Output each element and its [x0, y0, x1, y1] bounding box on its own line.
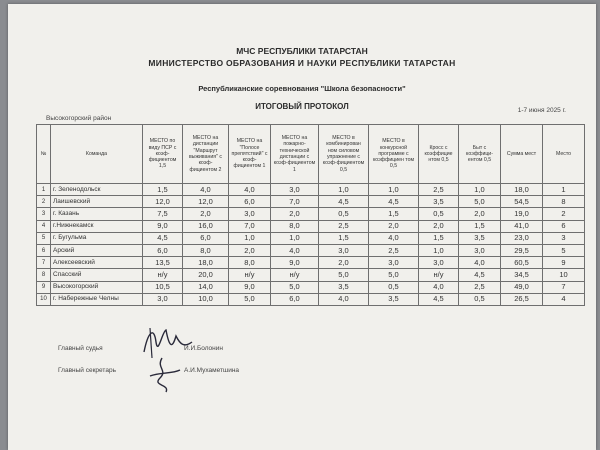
score-sum: 41,0 [501, 220, 543, 232]
chief-judge-name: И.И.Болонин [184, 345, 223, 352]
score-fire-distance: 1,0 [271, 232, 319, 244]
row-number: 6 [37, 244, 51, 256]
score-sum: 19,0 [501, 208, 543, 220]
row-number: 9 [37, 281, 51, 293]
chief-secretary-label: Главный секретарь [58, 367, 116, 374]
table-row [37, 196, 585, 208]
score-psr: 12,0 [143, 196, 183, 208]
score-strength-exercise: 3,5 [319, 281, 369, 293]
final-place: 1 [543, 184, 585, 196]
score-survival-route: 20,0 [183, 269, 229, 281]
score-survival-route: 2,0 [183, 208, 229, 220]
score-strength-exercise: 2,5 [319, 220, 369, 232]
final-place: 9 [543, 257, 585, 269]
score-strength-exercise: 1,5 [319, 232, 369, 244]
score-cross: 2,5 [419, 184, 459, 196]
col-header-sum: Сумма мест [501, 125, 543, 184]
table-row [37, 281, 585, 293]
score-obstacle-course: 9,0 [229, 281, 271, 293]
score-survival-route: 4,0 [183, 184, 229, 196]
protocol-sheet [8, 4, 596, 450]
score-camp-life: 2,0 [459, 208, 501, 220]
results-table [36, 124, 585, 306]
final-place: 3 [543, 232, 585, 244]
row-number: 5 [37, 232, 51, 244]
score-psr: 4,5 [143, 232, 183, 244]
score-strength-exercise: 4,5 [319, 196, 369, 208]
row-number: 8 [37, 269, 51, 281]
score-strength-exercise: 0,5 [319, 208, 369, 220]
score-sum: 60,5 [501, 257, 543, 269]
ministry-header-1: МЧС РЕСПУБЛИКИ ТАТАРСТАН [236, 46, 368, 56]
score-strength-exercise: 5,0 [319, 269, 369, 281]
chief-secretary-name: А.И.Мухаметшина [184, 367, 240, 374]
table-row [37, 244, 585, 256]
score-camp-life: 3,5 [459, 232, 501, 244]
score-obstacle-course: 7,0 [229, 220, 271, 232]
ministry-header-2: МИНИСТЕРСТВО ОБРАЗОВАНИЯ И НАУКИ РЕСПУБЛИКИ ТАТАРСТАН [148, 58, 456, 68]
score-sum: 34,5 [501, 269, 543, 281]
score-strength-exercise: 1,0 [319, 184, 369, 196]
score-obstacle-course: 6,0 [229, 196, 271, 208]
score-camp-life: 1,5 [459, 220, 501, 232]
score-camp-life: 0,5 [459, 293, 501, 305]
team-name: г. Набережные Челны [51, 293, 143, 305]
score-psr: 9,0 [143, 220, 183, 232]
score-fire-distance: 3,0 [271, 184, 319, 196]
score-psr: 7,5 [143, 208, 183, 220]
score-survival-route: 12,0 [183, 196, 229, 208]
table-row [37, 269, 585, 281]
district-label: Высокогорский район [46, 115, 112, 122]
score-psr: 6,0 [143, 244, 183, 256]
score-camp-life: 4,5 [459, 269, 501, 281]
team-name: г. Бугульма [51, 232, 143, 244]
competition-title: Республиканские соревнования "Школа безопасности" [198, 84, 406, 93]
score-obstacle-course: 1,0 [229, 232, 271, 244]
score-strength-exercise: 3,0 [319, 244, 369, 256]
score-obstacle-course: 8,0 [229, 257, 271, 269]
col-header-number: № [37, 125, 51, 184]
col-header-team: Команда [51, 125, 143, 184]
team-name: г. Зеленодольск [51, 184, 143, 196]
team-name: г.Нижнекамск [51, 220, 143, 232]
col-header-survival-route: МЕСТО на дистанции "Маршрут выживания" с коэф-фициентом 2 [183, 125, 229, 184]
chief-judge-label: Главный судья [58, 345, 103, 352]
score-survival-route: 14,0 [183, 281, 229, 293]
score-fire-distance: 2,0 [271, 208, 319, 220]
col-header-fire-distance: МЕСТО на пожарно-технической дистанции с коэф-фициентом 1 [271, 125, 319, 184]
score-camp-life: 5,0 [459, 196, 501, 208]
score-survival-route: 6,0 [183, 232, 229, 244]
score-fire-distance: 6,0 [271, 293, 319, 305]
score-fire-distance: 7,0 [271, 196, 319, 208]
score-obstacle-course: 2,0 [229, 244, 271, 256]
final-place: 5 [543, 244, 585, 256]
row-number: 4 [37, 220, 51, 232]
score-camp-life: 4,0 [459, 257, 501, 269]
score-sum: 26,5 [501, 293, 543, 305]
score-sum: 29,5 [501, 244, 543, 256]
score-sum: 23,0 [501, 232, 543, 244]
score-cross: 4,0 [419, 281, 459, 293]
score-cross: 3,5 [419, 196, 459, 208]
score-obstacle-course: 3,0 [229, 208, 271, 220]
event-date: 1-7 июня 2025 г. [517, 107, 566, 114]
score-psr: 10,5 [143, 281, 183, 293]
team-name: г. Казань [51, 208, 143, 220]
score-fire-distance: 5,0 [271, 281, 319, 293]
score-psr: н/у [143, 269, 183, 281]
score-strength-exercise: 2,0 [319, 257, 369, 269]
score-psr: 13,5 [143, 257, 183, 269]
final-place: 2 [543, 208, 585, 220]
table-header-row [37, 125, 585, 184]
col-header-psr: МЕСТО по виду ПСР с коэф-фициентом 1,5 [143, 125, 183, 184]
score-contest-program: 0,5 [369, 281, 419, 293]
chief-secretary-signature [140, 354, 190, 396]
score-cross: н/у [419, 269, 459, 281]
row-number: 10 [37, 293, 51, 305]
score-fire-distance: н/у [271, 269, 319, 281]
score-contest-program: 4,5 [369, 196, 419, 208]
score-survival-route: 16,0 [183, 220, 229, 232]
score-obstacle-course: 4,0 [229, 184, 271, 196]
final-place: 8 [543, 196, 585, 208]
score-survival-route: 10,0 [183, 293, 229, 305]
row-number: 1 [37, 184, 51, 196]
score-cross: 1,5 [419, 232, 459, 244]
row-number: 7 [37, 257, 51, 269]
score-contest-program: 3,5 [369, 293, 419, 305]
final-place: 10 [543, 269, 585, 281]
final-place: 7 [543, 281, 585, 293]
score-camp-life: 3,0 [459, 244, 501, 256]
team-name: Высокогорский [51, 281, 143, 293]
score-cross: 1,0 [419, 244, 459, 256]
score-survival-route: 8,0 [183, 244, 229, 256]
col-header-contest-program: МЕСТО в конкурсной программе с коэффициен том 0,5 [369, 125, 419, 184]
score-camp-life: 2,5 [459, 281, 501, 293]
col-header-cross: Кросс с коэффицие нтом 0,5 [419, 125, 459, 184]
table-row [37, 208, 585, 220]
score-obstacle-course: н/у [229, 269, 271, 281]
team-name: Лаишевский [51, 196, 143, 208]
col-header-strength-exercise: МЕСТО в комбинирован ном силовом упражнение с коэф-фициентом 0,5 [319, 125, 369, 184]
score-fire-distance: 8,0 [271, 220, 319, 232]
table-row [37, 184, 585, 196]
score-psr: 1,5 [143, 184, 183, 196]
score-contest-program: 1,0 [369, 184, 419, 196]
table-row [37, 220, 585, 232]
col-header-camp-life: Быт с коэффици-ентом 0,5 [459, 125, 501, 184]
row-number: 3 [37, 208, 51, 220]
score-sum: 54,5 [501, 196, 543, 208]
score-camp-life: 1,0 [459, 184, 501, 196]
score-psr: 3,0 [143, 293, 183, 305]
score-cross: 2,0 [419, 220, 459, 232]
final-place: 4 [543, 293, 585, 305]
score-cross: 3,0 [419, 257, 459, 269]
score-contest-program: 2,0 [369, 220, 419, 232]
row-number: 2 [37, 196, 51, 208]
score-cross: 0,5 [419, 208, 459, 220]
score-contest-program: 3,0 [369, 257, 419, 269]
protocol-title: ИТОГОВЫЙ ПРОТОКОЛ [255, 102, 349, 111]
score-fire-distance: 4,0 [271, 244, 319, 256]
score-fire-distance: 9,0 [271, 257, 319, 269]
score-contest-program: 4,0 [369, 232, 419, 244]
col-header-obstacle-course: МЕСТО на "Полосе препятствий" с коэф-фициентом 1 [229, 125, 271, 184]
table-row [37, 232, 585, 244]
team-name: Спасский [51, 269, 143, 281]
team-name: Арский [51, 244, 143, 256]
score-contest-program: 5,0 [369, 269, 419, 281]
final-place: 6 [543, 220, 585, 232]
score-cross: 4,5 [419, 293, 459, 305]
team-name: Алексеевский [51, 257, 143, 269]
score-strength-exercise: 4,0 [319, 293, 369, 305]
score-sum: 49,0 [501, 281, 543, 293]
table-row [37, 257, 585, 269]
score-survival-route: 18,0 [183, 257, 229, 269]
score-sum: 18,0 [501, 184, 543, 196]
score-contest-program: 1,5 [369, 208, 419, 220]
table-row [37, 293, 585, 305]
col-header-place: Место [543, 125, 585, 184]
score-obstacle-course: 5,0 [229, 293, 271, 305]
score-contest-program: 2,5 [369, 244, 419, 256]
